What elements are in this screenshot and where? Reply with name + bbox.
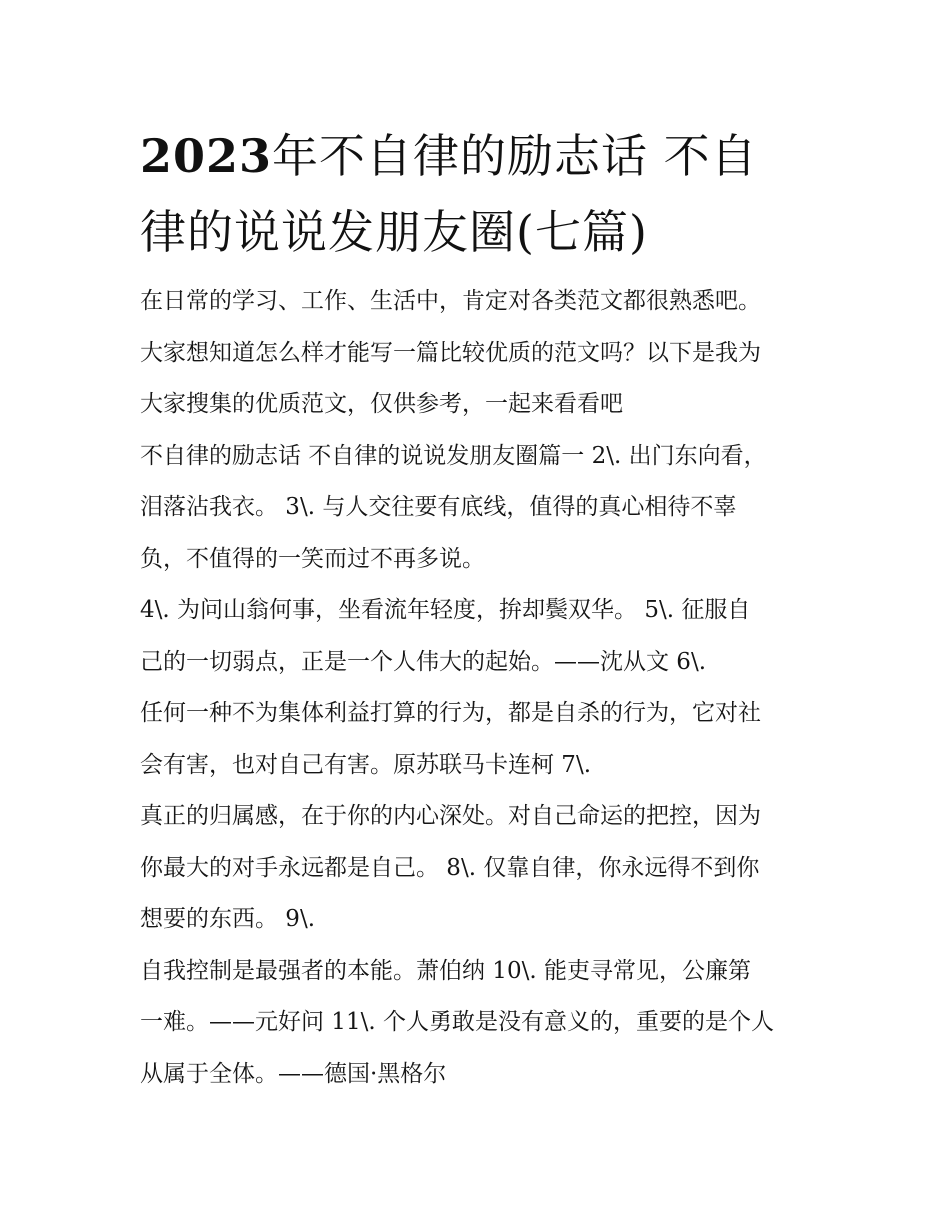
document-body [140,276,830,1100]
body-line: 大家搜集的优质范文，仅供参考，一起来看看吧 [140,391,623,417]
title-year: 2023 [140,129,273,183]
body-line: 不自律的励志话 不自律的说说发朋友圈篇一 2\. 出门东向看， [140,442,767,469]
title-line [140,194,820,270]
body-line: 想要的东西。 9\. [140,906,316,932]
title-text: 律的说说发朋友圈(七篇) [140,205,648,259]
body-line: 真正的归属感，在于你的内心深处。对自己命运的把控，因为 [140,803,761,829]
title-line [140,118,820,194]
body-line: 大家想知道怎么样才能写一篇比较优质的范文吗？以下是我为 [140,339,761,366]
body-line: 任何一种不为集体利益打算的行为，都是自杀的行为，它对社 [140,700,761,726]
body-line: 4\. 为问山翁何事，坐看流年轻度，拚却鬓双华。 5\. 征服自 [140,597,751,623]
body-line: 负，不值得的一笑而过不再多说。 [140,545,485,572]
body-line: 在日常的学习、工作、生活中，肯定对各类范文都很熟悉吧。 [140,288,761,314]
body-line: 泪落沾我衣。 3\. 与人交往要有底线，值得的真心相待不辜 [140,494,737,520]
body-line: 你最大的对手永远都是自己。 8\. 仅靠自律，你永远得不到你 [140,854,760,881]
body-line: 一难。——元好问 11\. 个人勇敢是没有意义的，重要的是个人 [140,1009,774,1035]
body-line: 会有害，也对自己有害。原苏联马卡连柯 7\. [140,751,592,778]
body-line: 己的一切弱点，正是一个人伟大的起始。——沈从文 6\. [140,648,707,675]
document-title [140,118,820,270]
body-line: 自我控制是最强者的本能。萧伯纳 10\. 能吏寻常见，公廉第 [140,957,751,984]
title-text: 年不自律的励志话 不自 [272,129,758,183]
body-line: 从属于全体。——德国·黑格尔 [140,1060,447,1087]
